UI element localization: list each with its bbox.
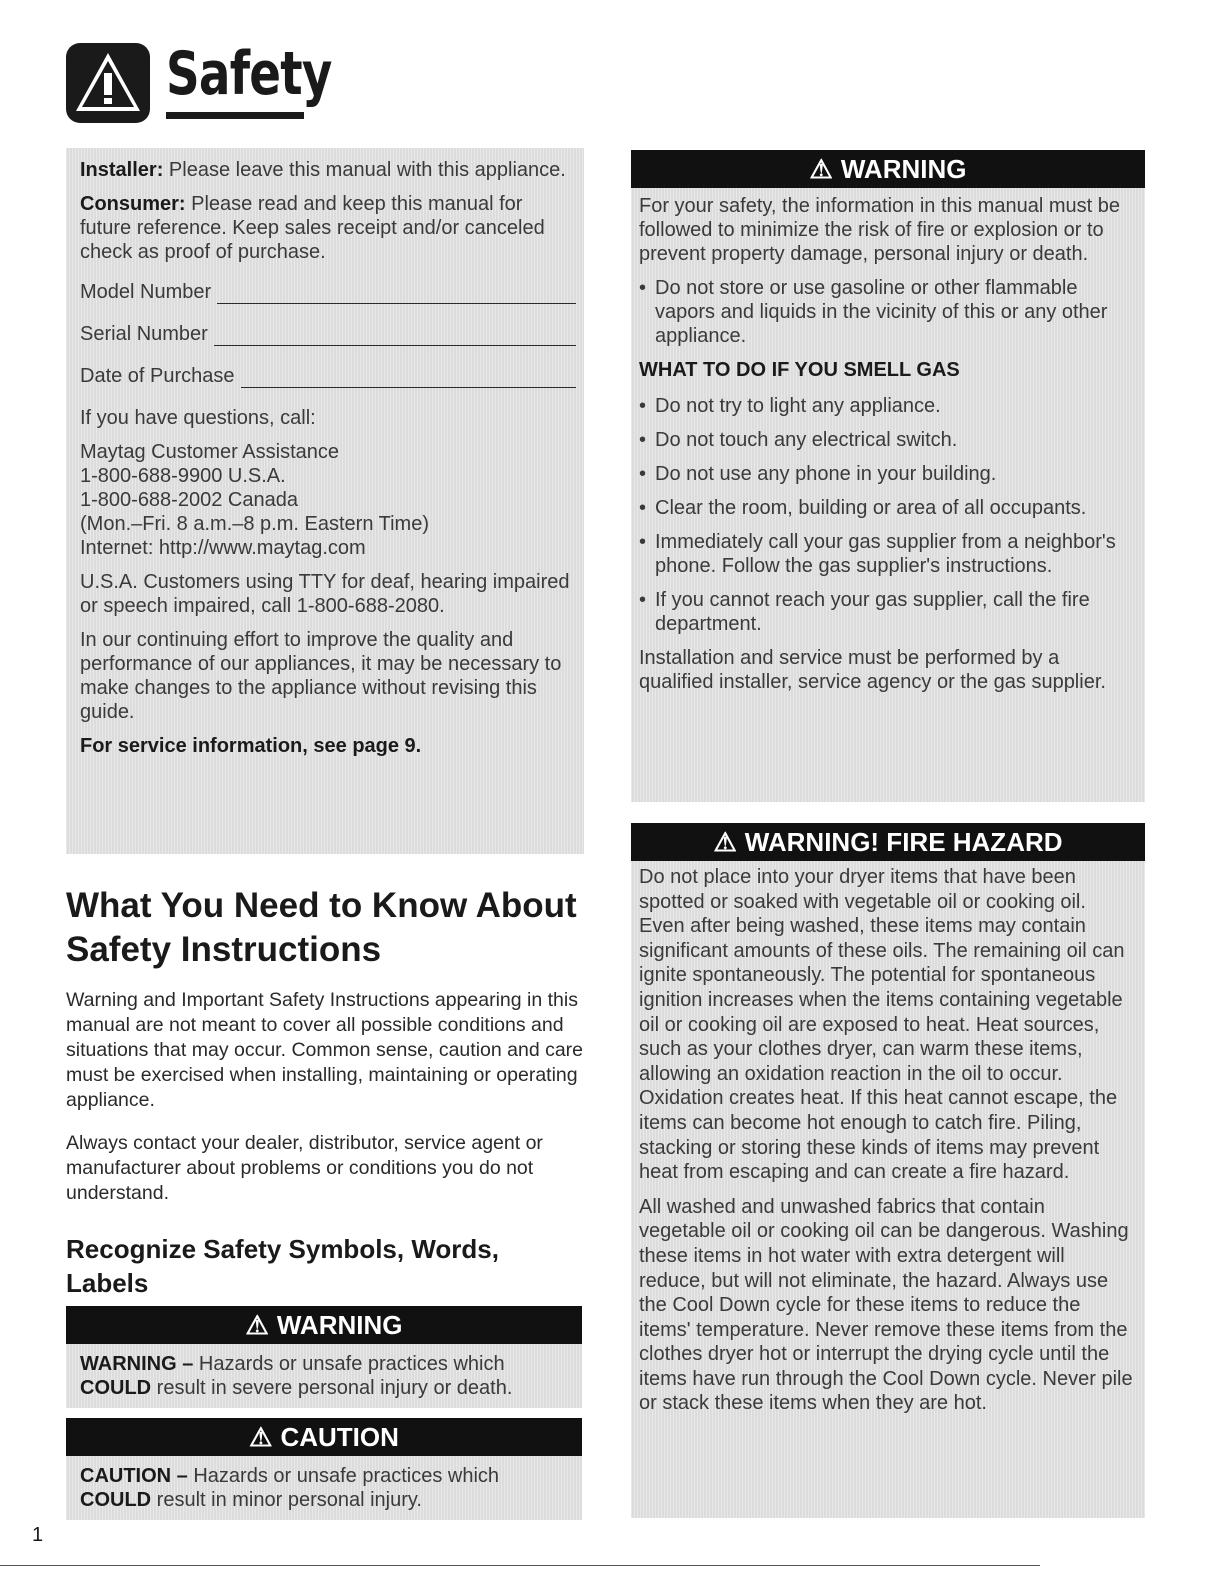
tty-text: U.S.A. Customers using TTY for deaf, hearing impaired or speech impaired, call 1-800-688-2080. xyxy=(80,571,570,617)
bullet-item: • Do not touch any electrical switch. xyxy=(639,429,958,451)
contact-name: Maytag Customer Assistance xyxy=(80,441,339,463)
model-number-field[interactable] xyxy=(217,285,576,304)
bullet-text: Do not touch any electrical switch. xyxy=(655,429,958,451)
fire-hazard-box xyxy=(631,823,1145,1518)
know-paragraph-1: Warning and Important Safety Instructions appearing in this manual are not meant to cover all possible conditions and situations that may occur. Common sense, caution and care must be exercised when installing, maintaining or operating appliance. xyxy=(66,989,584,1111)
consumer-text: Please read and keep this manual for future reference. Keep sales receipt and/or canceled check as proof of purchase. xyxy=(80,193,545,263)
fire-hazard-banner xyxy=(631,823,1145,861)
caution-def-text: Hazards or unsafe practices which xyxy=(193,1465,500,1487)
caution-banner-label: CAUTION xyxy=(280,1421,399,1452)
contact-phone-usa: 1-800-688-9900 U.S.A. xyxy=(80,465,286,487)
date-of-purchase-field[interactable] xyxy=(241,369,576,388)
page-title: Safety xyxy=(166,39,332,109)
warning-def-text-2: result in severe personal injury or death. xyxy=(156,1377,513,1399)
warning-triangle-icon xyxy=(66,43,150,123)
bullet-text: Clear the room, building or area of all occupants. xyxy=(655,497,1087,519)
bullet-item: • Clear the room, building or area of all occupants. xyxy=(639,497,1087,519)
alert-triangle-icon: ⚠ xyxy=(249,1421,273,1452)
bullet-item: • Do not store or use gasoline or other flammable vapors and liquids in the vicinity of this or any other appliance. xyxy=(639,276,1135,348)
bullet-item: • Immediately call your gas supplier from a neighbor's phone. Follow the gas supplier's instructions. xyxy=(639,530,1135,578)
bullet-text: Do not use any phone in your building. xyxy=(655,463,997,485)
warning-banner-label: WARNING xyxy=(276,1309,403,1340)
caution-banner xyxy=(66,1418,582,1456)
gas-warning-closing: Installation and service must be performed by a qualified installer, service agency or the gas supplier. xyxy=(639,647,1106,693)
gas-warning-intro: For your safety, the information in this manual must be followed to minimize the risk of fire or explosion or to prevent property damage, personal injury or death. xyxy=(639,195,1120,265)
warning-could: COULD xyxy=(80,1377,152,1399)
serial-number-label: Serial Number xyxy=(80,323,208,345)
alert-triangle-icon: ⚠ xyxy=(713,826,737,857)
footer-rule xyxy=(0,1565,1040,1566)
bullet-text: Immediately call your gas supplier from a neighbor's phone. Follow the gas supplier's instructions. xyxy=(655,531,1116,577)
fire-hazard-paragraph-2: All washed and unwashed fabrics that contain vegetable oil or cooking oil can be dangerous. Washing these items in hot water with extra detergent will reduce, but will not eliminate, the hazard. Always use the Cool Down cycle for these items to reduce the items' temperature. Never remove these items from the clothes dryer hot or interrupt the drying cycle until the items have run through the Cool Down cycle. Never pile or stack these items when they are hot. xyxy=(639,1195,1133,1415)
smell-gas-subhead: WHAT TO DO IF YOU SMELL GAS xyxy=(639,359,960,381)
fire-hazard-banner-label: WARNING! FIRE HAZARD xyxy=(744,826,1063,857)
warning-def-label: WARNING – xyxy=(80,1353,194,1375)
gas-warning-banner xyxy=(631,150,1145,188)
model-number-label: Model Number xyxy=(80,281,212,303)
serial-number-field[interactable] xyxy=(214,327,576,346)
contact-phone-canada: 1-800-688-2002 Canada xyxy=(80,489,298,511)
date-of-purchase-label: Date of Purchase xyxy=(80,365,235,387)
caution-could: COULD xyxy=(80,1489,152,1511)
alert-triangle-icon: ⚠ xyxy=(245,1309,269,1340)
bullet-item: • Do not try to light any appliance. xyxy=(639,395,941,417)
gas-warning-banner-label: WARNING xyxy=(840,153,967,184)
bullet-text: If you cannot reach your gas supplier, call the fire department. xyxy=(655,589,1090,635)
bullet-item: • If you cannot reach your gas supplier, call the fire department. xyxy=(639,588,1135,636)
warning-definition xyxy=(66,1344,582,1408)
caution-def-label: CAUTION – xyxy=(80,1465,188,1487)
contact-hours: (Mon.–Fri. 8 a.m.–8 p.m. Eastern Time) xyxy=(80,513,429,535)
know-heading: What You Need to Know About Safety Instructions xyxy=(66,886,577,969)
bullet-text: Do not try to light any appliance. xyxy=(655,395,941,417)
alert-triangle-icon: ⚠ xyxy=(809,153,833,184)
bullet-text: Do not store or use gasoline or other flammable vapors and liquids in the vicinity of this or any other appliance. xyxy=(655,277,1108,347)
consumer-label: Consumer: xyxy=(80,193,186,215)
title-underline xyxy=(166,112,304,119)
recognize-heading: Recognize Safety Symbols, Words, Labels xyxy=(66,1234,499,1298)
improve-text: In our continuing effort to improve the quality and performance of our appliances, it may be necessary to make changes to the appliance without revising this guide. xyxy=(80,629,562,723)
installer-text: Please leave this manual with this appliance. xyxy=(168,159,566,181)
warning-def-text: Hazards or unsafe practices which xyxy=(198,1353,505,1375)
gas-warning-box xyxy=(631,150,1145,802)
warning-banner xyxy=(66,1306,582,1344)
installer-info-box xyxy=(66,148,584,854)
page-number: 1 xyxy=(32,1524,44,1546)
questions-text: If you have questions, call: xyxy=(80,407,316,429)
installer-label: Installer: xyxy=(80,159,164,181)
fire-hazard-paragraph-1: Do not place into your dryer items that have been spotted or soaked with vegetable oil or cooking oil. Even after being washed, these items may contain significant amounts of these oils. The remaining oil can ignite spontaneously. The potential for spontaneous ignition increases when the items containing vegetable oil or cooking oil are exposed to heat. Heat sources, such as your clothes dryer, can warm these items, allowing an oxidation reaction in the oil to occur. Oxidation creates heat. If this heat cannot escape, the items can become hot enough to catch fire. Piling, stacking or storing these kinds of items may prevent heat from escaping and can create a fire hazard. xyxy=(639,866,1125,1184)
service-info-text: For service information, see page 9. xyxy=(80,735,422,757)
know-paragraph-2: Always contact your dealer, distributor, service agent or manufacturer about problems or conditions you do not understand. xyxy=(66,1132,543,1204)
caution-definition xyxy=(66,1456,582,1520)
caution-def-text-2: result in minor personal injury. xyxy=(156,1489,422,1511)
bullet-item: • Do not use any phone in your building. xyxy=(639,463,997,485)
contact-internet: Internet: http://www.maytag.com xyxy=(80,537,366,559)
